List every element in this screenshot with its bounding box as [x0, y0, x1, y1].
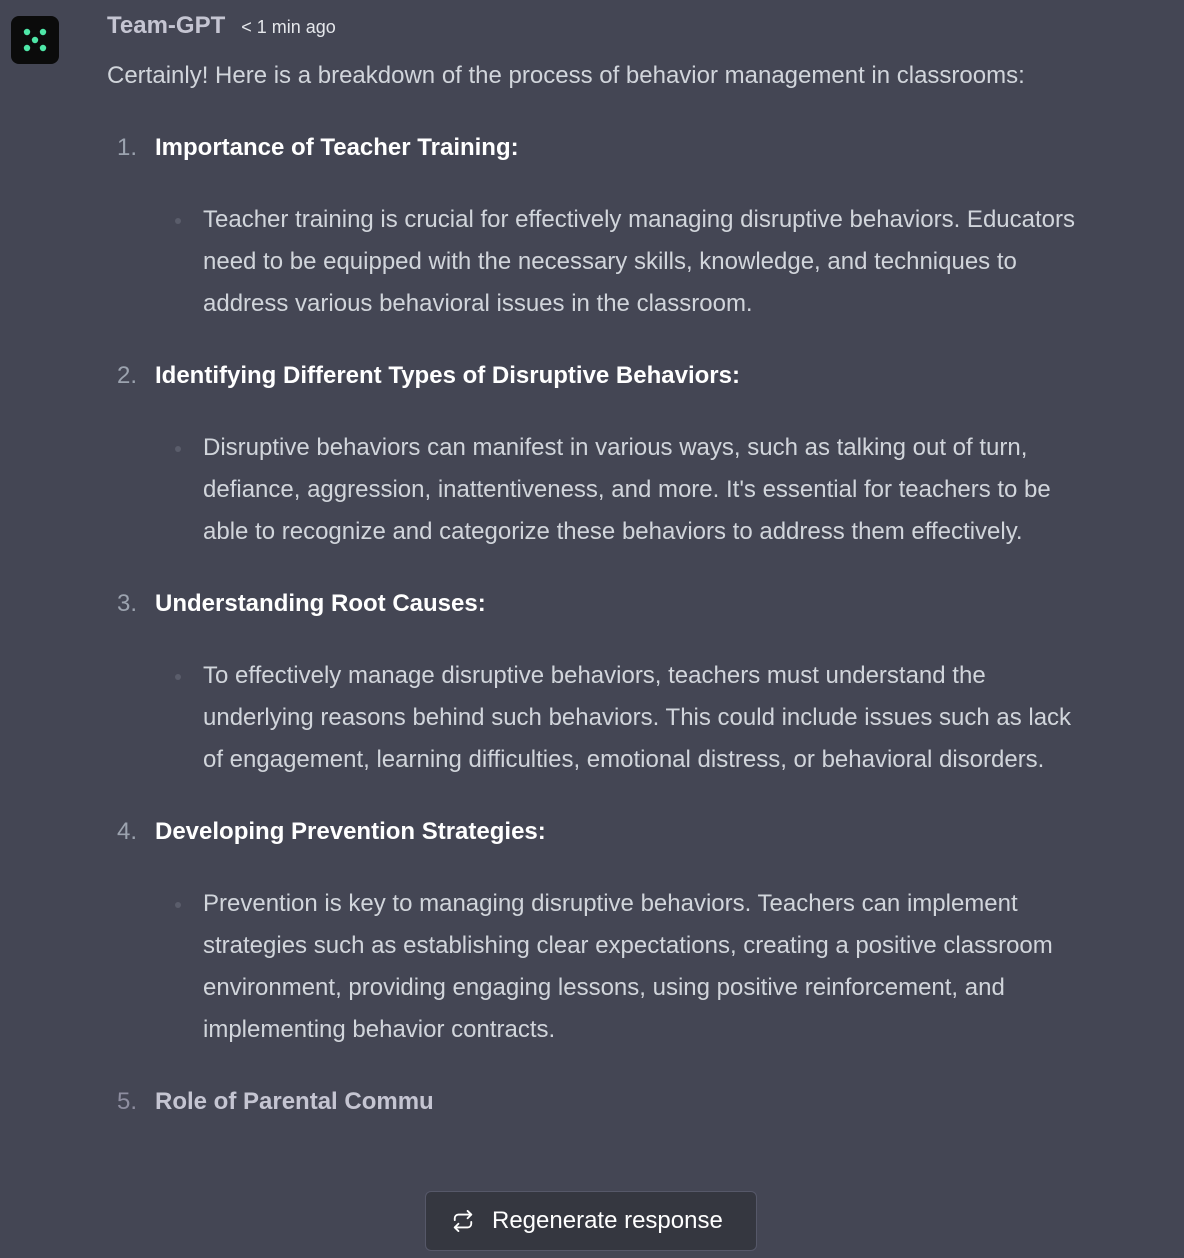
step-item: [107, 811, 1087, 1051]
author-name: Team-GPT: [107, 12, 226, 39]
step-number: 4.: [117, 818, 138, 845]
bullet-text: To effectively manage disruptive behaviors, teachers must understand the underlying reasons behind such behaviors. This could include issues such as lack of engagement, learning difficulties, emotional distress, or behavioral disorders.: [203, 662, 1072, 773]
step-title: Understanding Root Causes:: [155, 590, 486, 617]
step-number: 2.: [117, 362, 138, 389]
bullet-dot: [175, 674, 181, 680]
bullet-dot: [175, 218, 181, 224]
intro-text: Certainly! Here is a breakdown of the process of behavior management in classrooms:: [107, 62, 1025, 89]
bullet-text: Prevention is key to managing disruptive behaviors. Teachers can implement strategies such as establishing clear expectations, creating a positive classroom environment, providing engaging lessons, using positive reinforcement, and implementing behavior contracts.: [203, 890, 1053, 1043]
message-content: [107, 55, 1087, 1153]
bullet-dot: [175, 902, 181, 908]
step-title: Identifying Different Types of Disruptive Behaviors:: [155, 362, 740, 389]
step-bullets: [155, 427, 1087, 553]
step-bullets: [155, 655, 1087, 781]
bullet-text: Disruptive behaviors can manifest in various ways, such as talking out of turn, defiance, aggression, inattentiveness, and more. It's essential for teachers to be able to recognize and categorize these behaviors to address them effectively.: [203, 434, 1051, 545]
bullet-item: [203, 427, 1087, 553]
regenerate-label: Regenerate response: [492, 1207, 723, 1234]
avatar: [11, 16, 59, 64]
step-number: 5.: [117, 1088, 138, 1115]
step-item: [107, 1081, 1087, 1123]
step-number: 1.: [117, 134, 138, 161]
bullet-item: [203, 199, 1087, 325]
steps-list: [107, 127, 1087, 1123]
step-bullets: [155, 199, 1087, 325]
step-number: 3.: [117, 590, 138, 617]
step-item: [107, 355, 1087, 553]
step-bullets: [155, 883, 1087, 1051]
step-title: Role of Parental Commu: [155, 1088, 434, 1115]
message-header: [107, 12, 336, 40]
step-item: [107, 583, 1087, 781]
team-gpt-dots-icon: [22, 27, 48, 53]
regenerate-icon: [452, 1210, 474, 1232]
timestamp: < 1 min ago: [241, 17, 336, 37]
step-item: [107, 127, 1087, 325]
regenerate-response-button[interactable]: [425, 1191, 757, 1251]
bullet-text: Teacher training is crucial for effectively managing disruptive behaviors. Educators need to be equipped with the necessary skills, knowledge, and techniques to address various behavioral issues in the classroom.: [203, 206, 1075, 317]
step-title: Developing Prevention Strategies:: [155, 818, 546, 845]
bullet-item: [203, 655, 1087, 781]
step-title: Importance of Teacher Training:: [155, 134, 519, 161]
bullet-dot: [175, 446, 181, 452]
bullet-item: [203, 883, 1087, 1051]
